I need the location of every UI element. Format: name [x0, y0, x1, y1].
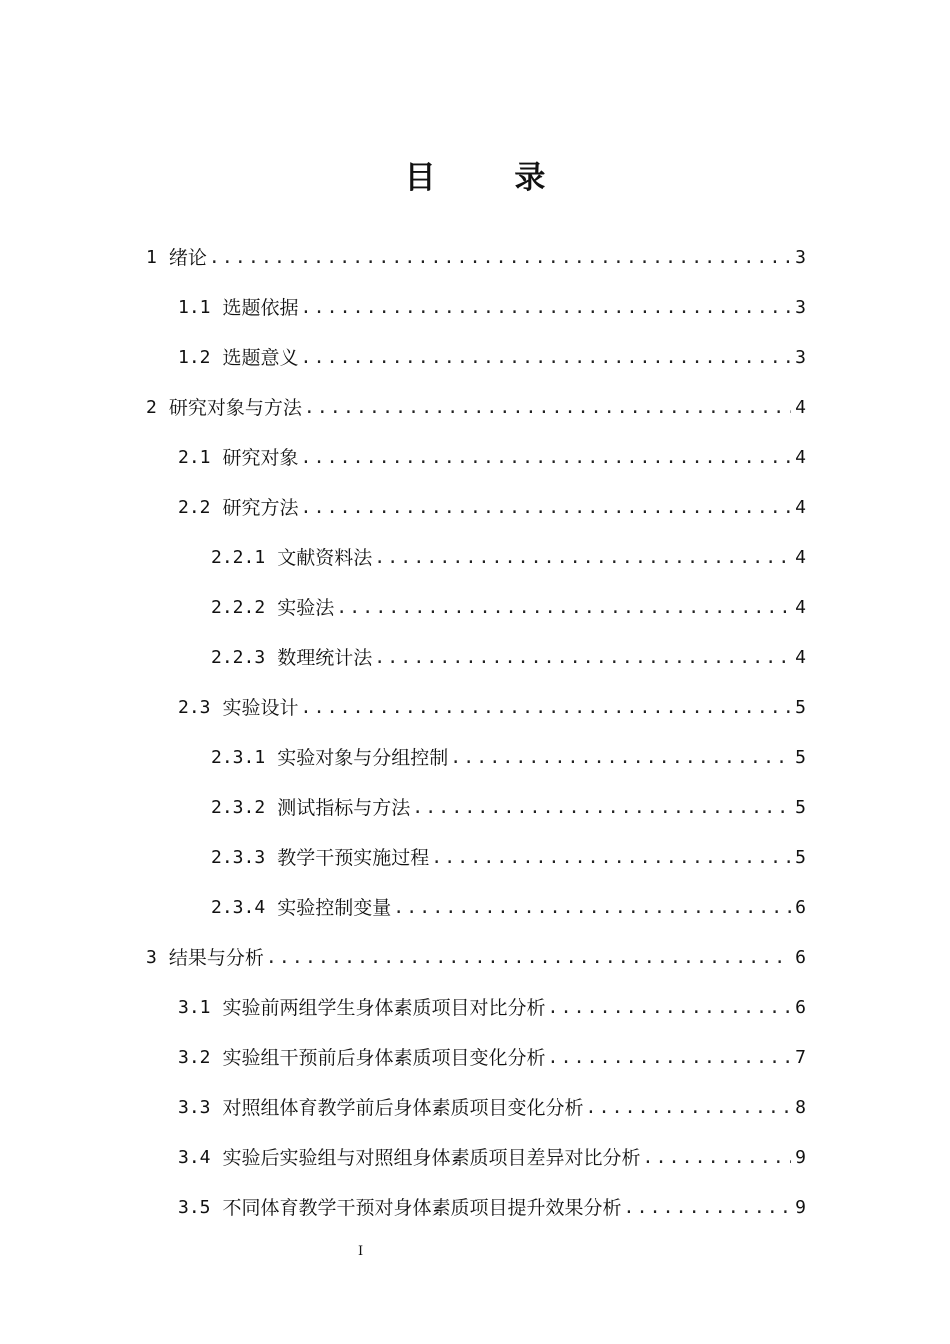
toc-number: 1.2	[178, 347, 211, 368]
toc-entry[interactable]	[211, 634, 806, 670]
toc-number: 2.2	[178, 497, 211, 518]
dot-leader	[548, 1046, 792, 1070]
toc-title: 实验前两组学生身体素质项目对比分析	[222, 997, 546, 1019]
dot-leader	[374, 546, 791, 570]
toc-page-number: 6	[795, 897, 806, 918]
toc-entry[interactable]	[178, 284, 806, 320]
toc-entry[interactable]	[146, 234, 806, 270]
toc-entry[interactable]	[211, 734, 806, 770]
dot-leader	[548, 996, 792, 1020]
toc-title: 测试指标与方法	[277, 797, 411, 819]
dot-leader	[301, 696, 792, 720]
toc-number: 2.3.4	[211, 897, 266, 918]
toc-page-number: 4	[795, 647, 806, 668]
toc-title: 研究方法	[222, 497, 299, 519]
toc-title: 实验组干预前后身体素质项目变化分析	[222, 1047, 546, 1069]
toc-page-number: 5	[795, 797, 806, 818]
toc-title: 不同体育教学干预对身体素质项目提升效果分析	[222, 1197, 622, 1219]
dot-leader	[412, 796, 791, 820]
dot-leader	[586, 1096, 792, 1120]
toc-entry[interactable]	[146, 934, 806, 970]
dot-leader	[266, 946, 791, 970]
toc-title: 实验控制变量	[277, 897, 392, 919]
dot-leader	[301, 446, 792, 470]
toc-number: 3.1	[178, 997, 211, 1018]
dot-leader	[643, 1146, 792, 1170]
toc-page-number: 9	[795, 1197, 806, 1218]
toc-page-number: 9	[795, 1147, 806, 1168]
toc-title: 文献资料法	[277, 547, 373, 569]
dot-leader	[301, 296, 792, 320]
toc-entry[interactable]	[178, 484, 806, 520]
toc-number: 3	[146, 947, 157, 968]
toc-title: 实验法	[277, 597, 335, 619]
toc-page-number: 3	[795, 347, 806, 368]
toc-entry[interactable]	[211, 884, 806, 920]
toc-number: 2	[146, 397, 157, 418]
toc-number: 3.3	[178, 1097, 211, 1118]
page-number-footer: I	[358, 1244, 364, 1259]
toc-number: 2.2.2	[211, 597, 266, 618]
toc-number: 1	[146, 247, 157, 268]
toc-page-number: 4	[795, 597, 806, 618]
toc-page-number: 5	[795, 847, 806, 868]
toc-page-number: 3	[795, 247, 806, 268]
toc-entry[interactable]	[178, 984, 806, 1020]
dot-leader	[336, 596, 791, 620]
dot-leader	[431, 846, 791, 870]
toc-page-number: 6	[795, 997, 806, 1018]
dot-leader	[374, 646, 791, 670]
toc-title: 结果与分析	[168, 947, 264, 969]
toc-page-number: 6	[795, 947, 806, 968]
toc-entry[interactable]	[211, 534, 806, 570]
toc-page-number: 8	[795, 1097, 806, 1118]
toc-entry[interactable]	[178, 334, 806, 370]
toc-number: 2.3.2	[211, 797, 266, 818]
toc-page-number: 5	[795, 747, 806, 768]
toc-number: 3.5	[178, 1197, 211, 1218]
toc-page-number: 4	[795, 447, 806, 468]
toc-title: 绪论	[168, 247, 207, 269]
toc-page-number: 3	[795, 297, 806, 318]
dot-leader	[304, 396, 791, 420]
toc-title: 选题意义	[222, 347, 299, 369]
toc-entry[interactable]	[178, 1184, 806, 1220]
toc-number: 3.2	[178, 1047, 211, 1068]
toc-title: 实验设计	[222, 697, 299, 719]
toc-page-number: 7	[795, 1047, 806, 1068]
toc-title: 数理统计法	[277, 647, 373, 669]
dot-leader	[450, 746, 791, 770]
toc-entry[interactable]	[211, 784, 806, 820]
toc-number: 2.1	[178, 447, 211, 468]
toc-number: 2.3	[178, 697, 211, 718]
toc-title: 研究对象	[222, 447, 299, 469]
toc-entry[interactable]	[178, 1134, 806, 1170]
page-title: 目 录	[404, 160, 580, 196]
toc-number: 2.3.3	[211, 847, 266, 868]
toc-title: 实验对象与分组控制	[277, 747, 449, 769]
toc-number: 2.2.1	[211, 547, 266, 568]
toc-title: 对照组体育教学前后身体素质项目变化分析	[222, 1097, 584, 1119]
toc-entry[interactable]	[178, 1084, 806, 1120]
dot-leader	[209, 246, 791, 270]
toc-entry[interactable]	[178, 684, 806, 720]
toc-entry[interactable]	[211, 834, 806, 870]
toc-entry[interactable]	[211, 584, 806, 620]
toc-number: 2.3.1	[211, 747, 266, 768]
toc-page-number: 4	[795, 397, 806, 418]
toc-title: 教学干预实施过程	[277, 847, 430, 869]
toc-title: 实验后实验组与对照组身体素质项目差异对比分析	[222, 1147, 641, 1169]
toc-title: 研究对象与方法	[168, 397, 302, 419]
dot-leader	[624, 1196, 792, 1220]
toc-number: 2.2.3	[211, 647, 266, 668]
toc-number: 1.1	[178, 297, 211, 318]
toc-entry[interactable]	[146, 384, 806, 420]
toc-title: 选题依据	[222, 297, 299, 319]
dot-leader	[393, 896, 791, 920]
toc-page-number: 5	[795, 697, 806, 718]
dot-leader	[301, 496, 792, 520]
toc-entry[interactable]	[178, 434, 806, 470]
toc-number: 3.4	[178, 1147, 211, 1168]
dot-leader	[301, 346, 792, 370]
toc-entry[interactable]	[178, 1034, 806, 1070]
toc-page-number: 4	[795, 547, 806, 568]
toc-page-number: 4	[795, 497, 806, 518]
